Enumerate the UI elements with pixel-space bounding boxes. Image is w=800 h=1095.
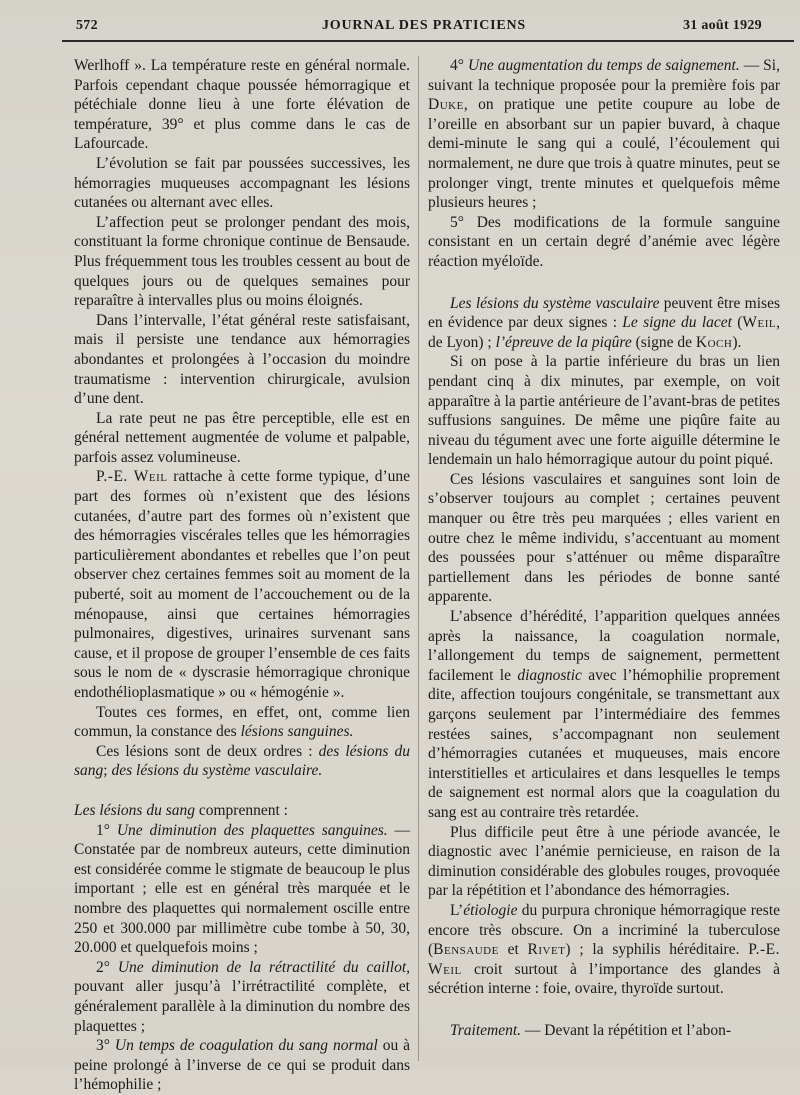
paragraph: Plus difficile peut être à une période avancée, le diagnostic avec l’anémie pernicieuse, en raison de la diminution considérable des globules rouges, provoquée par la répétition et l’abondance des hémorragies. [428, 823, 780, 900]
list-item: 1° Une diminution des plaquettes sanguines. — Constatée par de nombreux auteurs, cette diminution est considérée comme le stigmate de beaucoup le plus important ; elle est en général très marquée et le nombre des plaquettes qui normalement oscille entre 250 et 300.000 par millimètre cube tombe à 50, 30, 20.000 et quelquefois moins ; [74, 821, 411, 957]
paragraph: Ces lésions sont de deux ordres : des lésions du sang; des lésions du système vasculaire. [74, 742, 410, 780]
author-name: Bensaude [433, 941, 499, 959]
issue-date: 31 août 1929 [682, 18, 762, 33]
paragraph: L’affection peut se prolonger pendant des mois, constituant la forme chronique continue de Bensaude. Plus fréquemment tous les troubles cessent au bout de quelques jours ou de quelques semaines pour reparaître à intervalles plus ou moins éloignés. [74, 213, 410, 310]
paragraph: Werlhoff ». La température reste en général normale. Parfois cependant chaque poussée hémorragique et pétéchiale donne lieu à une forte élévation de température, 39° et plus comme dans le cas de Lafourcade. [74, 57, 410, 153]
author-name: Rivet [527, 941, 566, 959]
author-name: P.-E. Weil [428, 941, 780, 978]
right-column [428, 56, 780, 1041]
left-column [74, 56, 410, 1095]
paragraph: P.-E. Weil rattache à cette forme typique, d’une part des formes où n’existent que des lésions cutanées, d’autre part des formes où n’existent que des hémorragies viscérales telles que les hémorragies particulièrement abondantes et rebelles que l’on peut observer chez certaines femmes soit au moment de la puberté, soit au moment de l’accouchement ou de la ménopause, ainsi que certaines hémorragies pulmonaires, digestives, urinaires survenant sans cause, et il propose de grouper l’ensemble de ces faits sous le nom de « dyscrasie hémorragique chronique endothélioplasmatique » ou « hémogénie ». [74, 468, 411, 701]
author-name: Koch [695, 333, 733, 351]
section-heading: Les lésions du sang comprennent : [74, 801, 288, 819]
journal-title: JOURNAL DES PRATICIENS [321, 18, 527, 33]
section-heading: Traitement. — Devant la répétition et l’abon- [450, 1021, 732, 1039]
author-name: Weil [742, 314, 777, 332]
page-number: 572 [76, 18, 98, 33]
paragraph: L’évolution se fait par poussées successives, les hémorragies muqueuses accompagnant les lésions cutanées ou alternant avec elles. [74, 154, 410, 212]
list-item: 4° Une augmentation du temps de saignement. — Si, suivant la technique proposée pour la première fois par Duke, on pratique une petite coupure au lobe de l’oreille en absorbant sur un papier buvard, à chaque demi-minute le sang qui a coulé, l’écoulement qui normalement, ne dure que trois à quatre minutes, peut se prolonger vingt, trente minutes et quelquefois même plusieurs heures ; [428, 57, 780, 212]
paragraph: Dans l’intervalle, l’état général reste satisfaisant, mais il persiste une tendance aux hémorragies abondantes et prolongées à l’occasion du moindre traumatisme : intervention chirurgicale, avulsion d’une dent. [74, 311, 410, 408]
list-item: 3° Un temps de coagulation du sang normal ou à peine prolongé à l’inverse de ce qui se produit dans l’hémophilie ; [74, 1037, 410, 1094]
paragraph: L’étiologie du purpura chronique hémorragique reste encore très obscure. On a incriminé la tuberculose (Bensaude et Rivet) ; la syphilis héréditaire. P.-E. Weil croit surtout à l’importance des glandes à sécrétion interne : foie, ovaire, thyroïde surtout. [428, 901, 780, 998]
paragraph: La rate peut ne pas être perceptible, elle est en général nettement augmentée de volume et palpable, parfois assez volumineuse. [74, 409, 410, 466]
author-name: Duke [428, 96, 464, 114]
page-header [62, 14, 786, 40]
author-name: P.-E. Weil [96, 468, 168, 486]
paragraph: Les lésions du système vasculaire peuvent être mises en évidence par deux signes : Le signe du lacet (Weil, de Lyon) ; l’épreuve de la piqûre (signe de Koch). [428, 294, 780, 351]
list-item: 5° Des modifications de la formule sanguine consistant en un certain degré d’anémie avec légère réaction myéloïde. [428, 213, 780, 270]
list-item: 2° Une diminution de la rétractilité du caillot, pouvant aller jusqu’à l’irrétractilité complète, et généralement parallèle à la diminution du nombre des plaquettes ; [74, 958, 411, 1035]
column-separator [418, 56, 419, 1061]
paragraph: Toutes ces formes, en effet, ont, comme lien commun, la constance des lésions sanguines. [74, 703, 410, 741]
paragraph: Ces lésions vasculaires et sanguines sont loin de s’observer toujours au complet ; certaines peuvent manquer ou être très peu marquées ; elles varient en outre chez le même individu, s’accentuant au moment des poussées pour s’atténuer ou même disparaître partiellement dans les périodes de bonne santé apparente. [428, 470, 780, 606]
paragraph: Si on pose à la partie inférieure du bras un lien pendant cinq à dix minutes, par exemple, on voit apparaître à la partie antérieure de l’avant-bras de petites suffusions sanguines. De même une piqûre faite au niveau du tégument avec une forte aiguille détermine le lendemain un halo hémorragique autour du point piqué. [428, 353, 780, 469]
paragraph: L’absence d’hérédité, l’apparition quelques années après la naissance, la coagulation normale, l’allongement du temps de saignement, permettent facilement le diagnostic avec l’hémophilie proprement dite, affection toujours congénitale, se transmettant aux garçons seulement par l’intermédiaire des femmes restées saines, s’accompagnant non seulement d’hémorragies cutanées et muqueuses, mais encore interstitielles et articulaires et dans lesquelles le temps de saignement est normal alors que la coagulation du sang est au contraire très retardée. [428, 608, 781, 821]
header-rule [62, 40, 794, 42]
